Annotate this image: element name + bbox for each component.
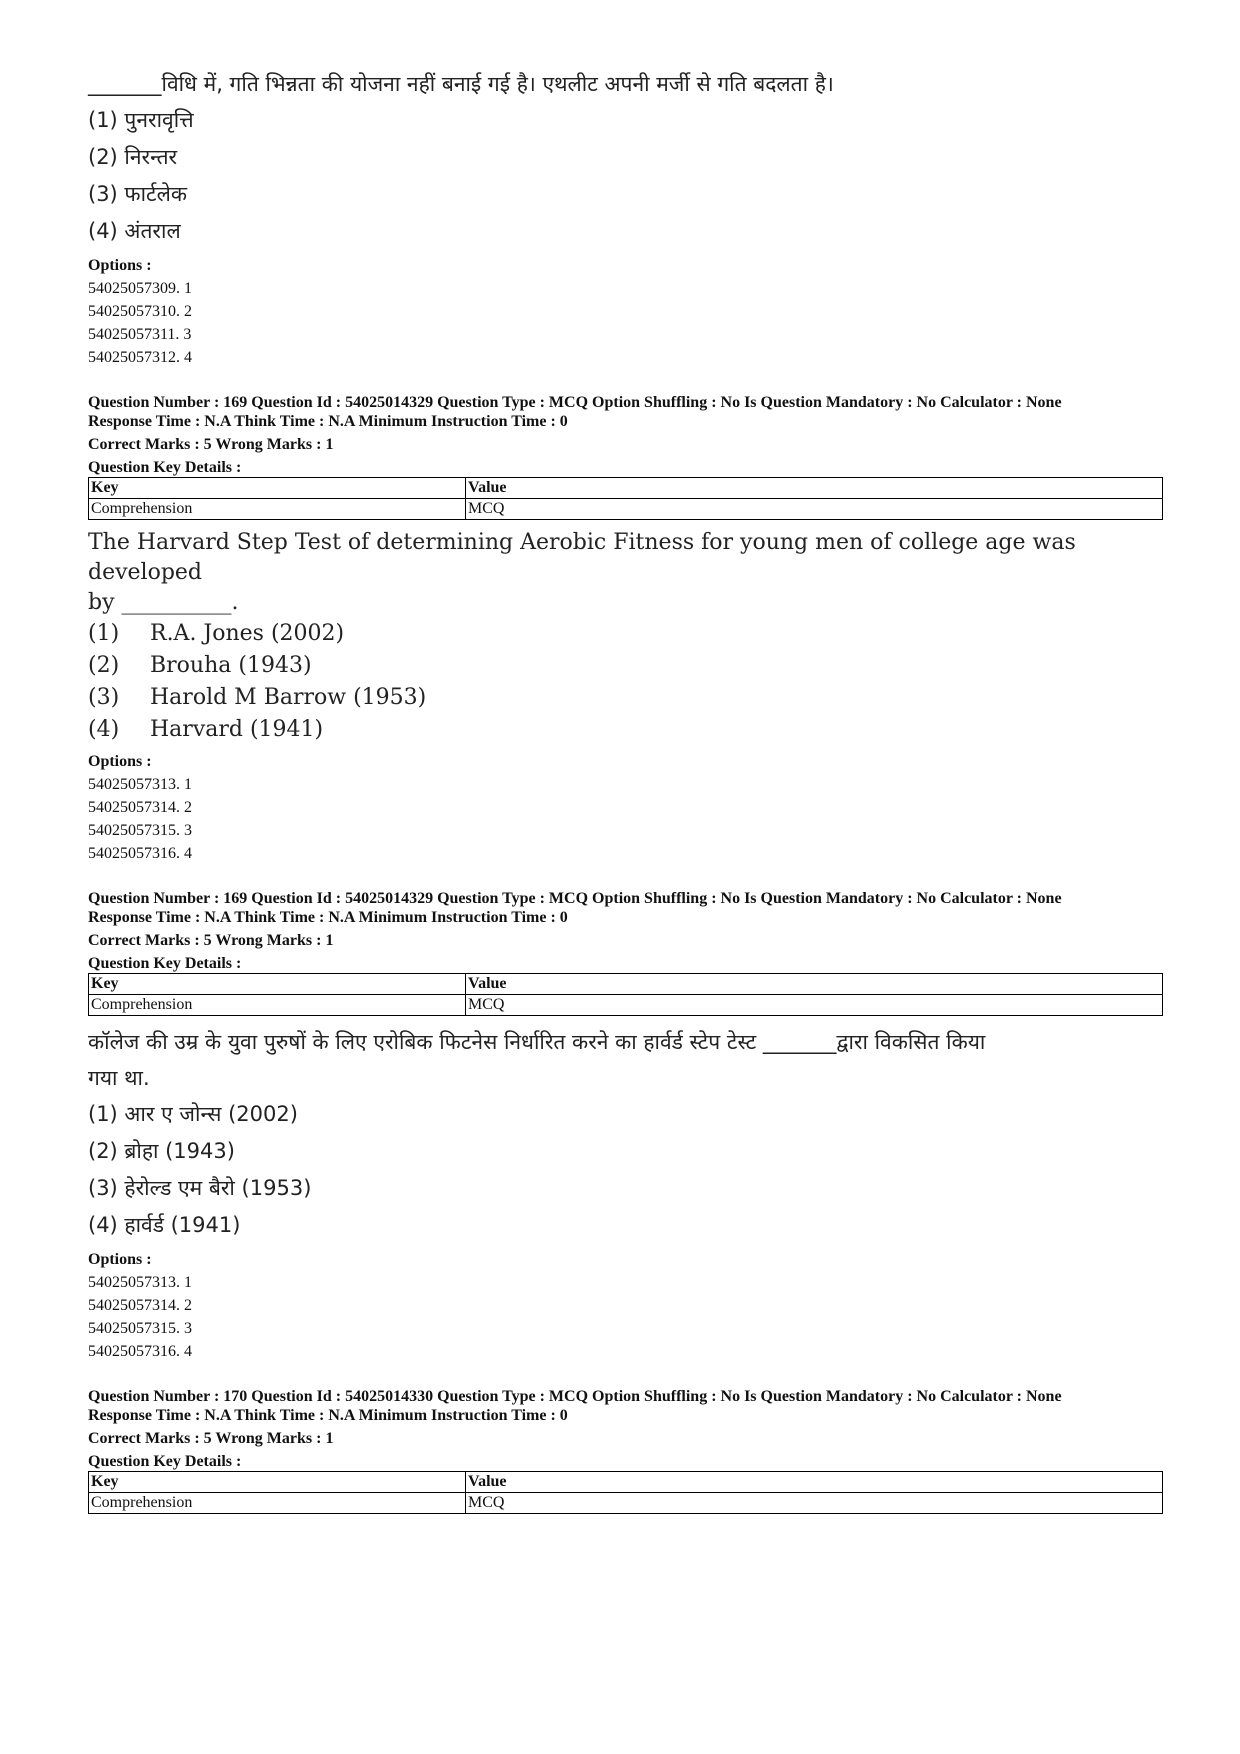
option-id: 54025057311. 3: [88, 326, 192, 343]
option-id: 54025057315. 3: [88, 822, 192, 839]
key-table: [88, 973, 1163, 1016]
question-168-content: [88, 66, 1163, 250]
options-label: Options :: [88, 753, 152, 770]
marks-line: Correct Marks : 5 Wrong Marks : 1: [88, 1430, 334, 1447]
option-text: Harold M Barrow (1953): [150, 685, 427, 710]
question-meta: Question Number : 169 Question Id : 54025014329 Question Type : MCQ Option Shuffling : No Is Question Mandatory : No Calculator : None: [88, 394, 1062, 411]
question-meta-timing: Response Time : N.A Think Time : N.A Minimum Instruction Time : 0: [88, 1407, 568, 1424]
option-3: [88, 682, 1163, 714]
option-3: (3) फार्टलेक: [88, 182, 188, 206]
value-header: Value: [466, 1472, 1163, 1493]
question-stem: कॉलेज की उम्र के युवा पुरुषों के लिए एरोबिक फिटनेस निर्धारित करने का हार्वर्ड स्टेप टेस्ट _______द्वारा विकसित किया: [88, 1030, 986, 1054]
key-table: [88, 477, 1163, 520]
question-meta: Question Number : 170 Question Id : 54025014330 Question Type : MCQ Option Shuffling : No Is Question Mandatory : No Calculator : None: [88, 1388, 1062, 1405]
option-id: 54025057315. 3: [88, 1320, 192, 1337]
option-id-list: [88, 277, 1163, 369]
key-header: Key: [89, 974, 466, 995]
question-meta-timing: Response Time : N.A Think Time : N.A Minimum Instruction Time : 0: [88, 909, 568, 926]
question-stem: The Harvard Step Test of determining Aerobic Fitness for young men of college age was developed: [88, 530, 1076, 585]
option-text: Brouha (1943): [150, 653, 312, 678]
option-id: 54025057313. 1: [88, 776, 192, 793]
option-id: 54025057316. 4: [88, 1343, 192, 1360]
question-meta: Question Number : 169 Question Id : 54025014329 Question Type : MCQ Option Shuffling : No Is Question Mandatory : No Calculator : None: [88, 890, 1062, 907]
option-number: (4): [88, 717, 120, 742]
key-table: [88, 1471, 1163, 1514]
key-header: Key: [89, 1472, 466, 1493]
option-text: R.A. Jones (2002): [150, 621, 345, 646]
document-page: [88, 66, 1163, 1514]
question-169-english: [88, 528, 1163, 746]
value-cell: MCQ: [466, 1493, 1163, 1514]
value-cell: MCQ: [466, 499, 1163, 520]
option-4: (4) अंतराल: [88, 219, 181, 243]
marks-line: Correct Marks : 5 Wrong Marks : 1: [88, 436, 334, 453]
option-4: (4) हार्वर्ड (1941): [88, 1213, 241, 1237]
key-details-label: Question Key Details :: [88, 955, 242, 972]
question-169-hindi: [88, 1024, 1163, 1244]
option-id: 54025057309. 1: [88, 280, 192, 297]
options-label: Options :: [88, 257, 152, 274]
option-1: (1) आर ए जोन्स (2002): [88, 1102, 298, 1126]
option-2: (2) ब्रोहा (1943): [88, 1139, 235, 1163]
option-2: [88, 650, 1163, 682]
option-id-list: [88, 773, 1163, 865]
options-label: Options :: [88, 1251, 152, 1268]
key-cell: Comprehension: [89, 1493, 466, 1514]
option-number: (2): [88, 653, 120, 678]
value-header: Value: [466, 478, 1163, 499]
option-text: Harvard (1941): [150, 717, 324, 742]
option-4: [88, 714, 1163, 746]
option-id: 54025057314. 2: [88, 1297, 192, 1314]
key-details-label: Question Key Details :: [88, 459, 242, 476]
question-stem-cont: by __________.: [88, 590, 239, 615]
option-id: 54025057310. 2: [88, 303, 192, 320]
value-cell: MCQ: [466, 995, 1163, 1016]
option-number: (1): [88, 621, 120, 646]
question-stem-cont: गया था.: [88, 1066, 150, 1090]
option-1: [88, 618, 1163, 650]
key-header: Key: [89, 478, 466, 499]
option-2: (2) निरन्तर: [88, 145, 178, 169]
option-id: 54025057316. 4: [88, 845, 192, 862]
option-id: 54025057313. 1: [88, 1274, 192, 1291]
key-cell: Comprehension: [89, 499, 466, 520]
key-details-label: Question Key Details :: [88, 1453, 242, 1470]
marks-line: Correct Marks : 5 Wrong Marks : 1: [88, 932, 334, 949]
option-id: 54025057312. 4: [88, 349, 192, 366]
key-cell: Comprehension: [89, 995, 466, 1016]
value-header: Value: [466, 974, 1163, 995]
question-meta-timing: Response Time : N.A Think Time : N.A Minimum Instruction Time : 0: [88, 413, 568, 430]
option-3: (3) हेरोल्ड एम बैरो (1953): [88, 1176, 312, 1200]
option-1: (1) पुनरावृत्ति: [88, 108, 194, 132]
option-id-list: [88, 1271, 1163, 1363]
option-number: (3): [88, 685, 120, 710]
option-id: 54025057314. 2: [88, 799, 192, 816]
question-stem: _______विधि में, गति भिन्नता की योजना नहीं बनाई गई है। एथलीट अपनी मर्जी से गति बदलता है।: [88, 72, 834, 96]
